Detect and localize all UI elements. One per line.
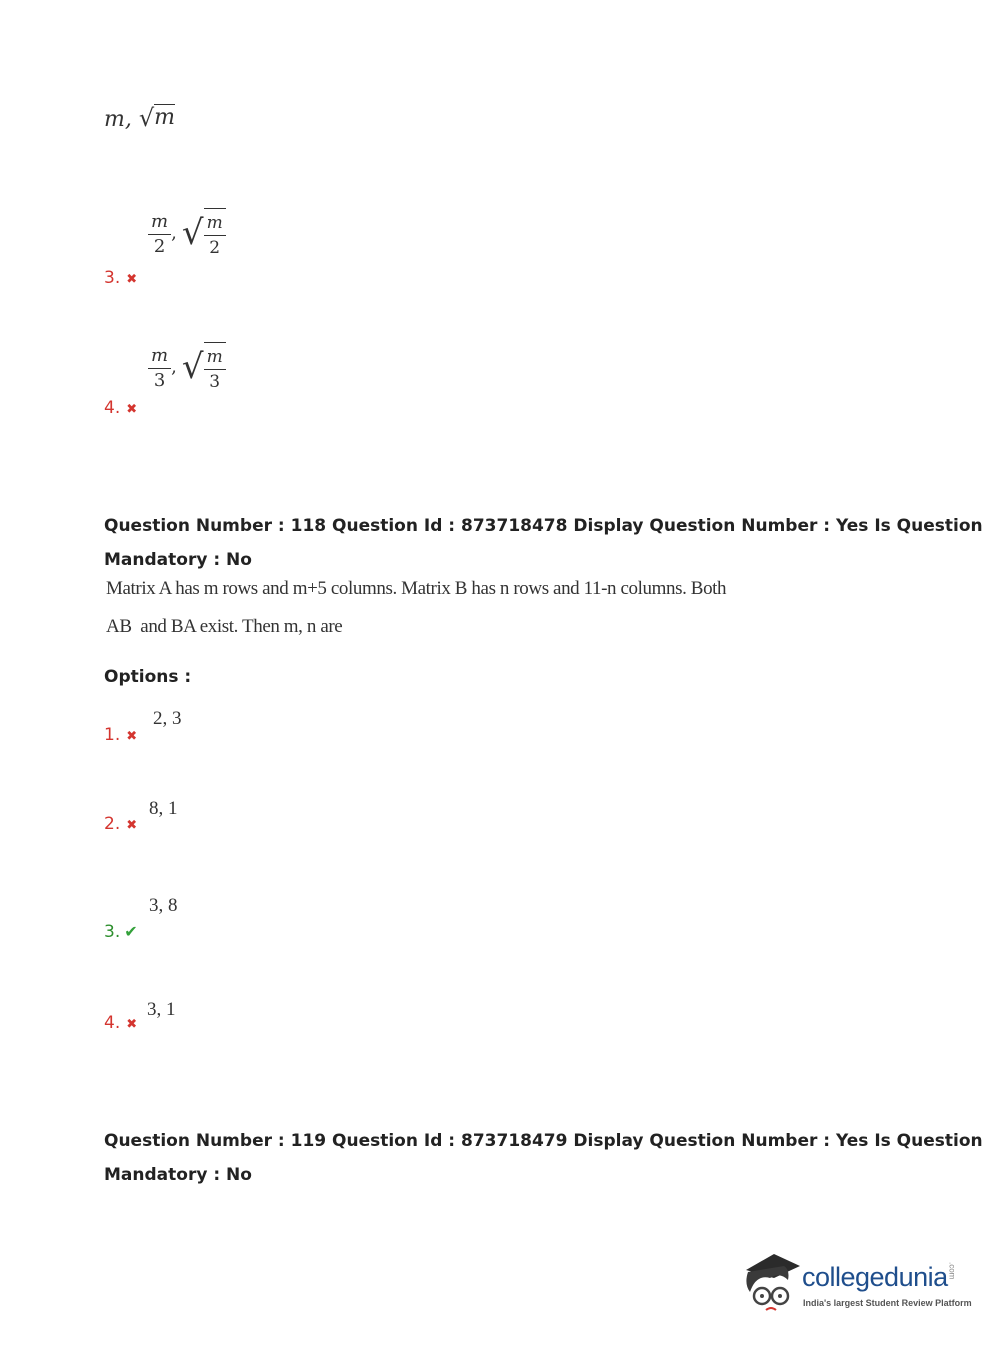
q118-header-line2: Mandatory : No xyxy=(104,550,252,570)
option-1-number: 1. ✖ xyxy=(104,725,138,745)
brand-name: collegedunia xyxy=(802,1262,948,1292)
wrong-mark-icon: ✖ xyxy=(126,272,138,287)
sqrt-symbol: √ m xyxy=(138,104,176,132)
wrong-mark-icon: ✖ xyxy=(126,729,138,744)
prev-option-4-number: 4. ✖ xyxy=(104,398,138,418)
option-3-value: 3, 8 xyxy=(149,895,178,916)
q118-text-line2: AB and BA exist. Then m, n are xyxy=(106,616,343,637)
option-1-value: 2, 3 xyxy=(153,708,182,729)
option-3-number: 3. ✔ xyxy=(104,922,138,942)
option-4-value: 3, 1 xyxy=(147,999,176,1020)
mascot-icon xyxy=(740,1248,802,1314)
option-2-value: 8, 1 xyxy=(149,798,178,819)
correct-check-icon: ✔ xyxy=(124,922,138,941)
prev-option-3-number: 3. ✖ xyxy=(104,268,138,288)
prev-option-2-m: m xyxy=(104,107,125,132)
option-2-number: 2. ✖ xyxy=(104,814,138,834)
brand-suffix: .com xyxy=(947,1262,957,1280)
prev-option-2-expression: m, √ m xyxy=(104,104,176,132)
q119-header-line1: Question Number : 119 Question Id : 873718479 Display Question Number : Yes Is Question xyxy=(104,1131,983,1151)
brand-tagline: India's largest Student Review Platform xyxy=(803,1298,972,1308)
wrong-mark-icon: ✖ xyxy=(126,1017,138,1032)
option-4-number: 4. ✖ xyxy=(104,1013,138,1033)
q118-text-line1: Matrix A has m rows and m+5 columns. Matrix B has n rows and 11-n columns. Both xyxy=(106,578,727,599)
q118-header-line1: Question Number : 118 Question Id : 873718478 Display Question Number : Yes Is Question xyxy=(104,516,983,536)
q119-header-line2: Mandatory : No xyxy=(104,1165,252,1185)
wrong-mark-icon: ✖ xyxy=(126,402,138,417)
collegedunia-logo xyxy=(740,1248,980,1320)
radical: √ $\frac{m}{3}$ xyxy=(182,342,226,394)
wrong-mark-icon: ✖ xyxy=(126,818,138,833)
prev-option-4-expression: $\frac{m}{3}$ , √ $\frac{m}{3}$ xyxy=(148,342,226,394)
prev-option-3-expression: $\frac{m}{2}$ , √ $\frac{m}{2}$ xyxy=(148,208,226,260)
fraction: $\frac{m}{2}$ xyxy=(148,210,171,259)
fraction: $\frac{m}{3}$ xyxy=(148,344,171,393)
options-label: Options : xyxy=(104,667,192,687)
radical: √ $\frac{m}{2}$ xyxy=(182,208,226,260)
